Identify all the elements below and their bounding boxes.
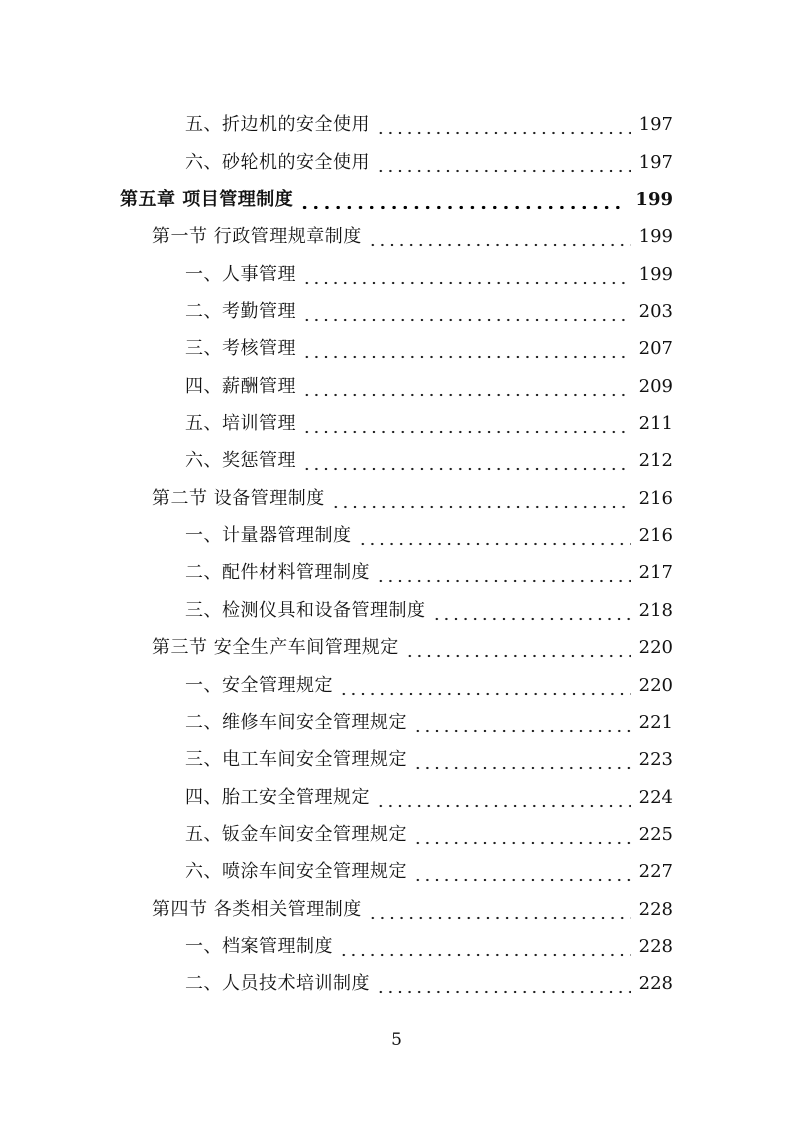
toc-entry-label: 六、喷涂车间安全管理规定 — [185, 861, 407, 883]
toc-item-entry[interactable] — [0, 813, 793, 850]
dot-leader — [339, 671, 631, 701]
dot-leader — [302, 297, 631, 327]
toc-entry-page: 203 — [638, 301, 673, 323]
toc-entry-page: 218 — [638, 599, 673, 621]
toc-entry-label: 第五章 项目管理制度 — [120, 189, 294, 211]
toc-item-entry[interactable] — [0, 364, 793, 401]
toc-entry-label: 六、奖惩管理 — [185, 450, 296, 472]
dot-leader — [302, 260, 631, 290]
toc-item-entry[interactable] — [0, 402, 793, 439]
toc-item-entry[interactable] — [0, 588, 793, 625]
dot-leader — [413, 820, 631, 850]
toc-entry-page: 217 — [638, 562, 673, 584]
toc-entry-page: 224 — [638, 786, 673, 808]
toc-entry-label: 一、安全管理规定 — [185, 674, 333, 696]
toc-item-entry[interactable] — [0, 252, 793, 289]
dot-leader — [376, 148, 631, 178]
toc-entry-label: 六、砂轮机的安全使用 — [185, 151, 370, 173]
dot-leader — [376, 110, 631, 140]
toc-section-entry[interactable] — [0, 626, 793, 663]
dot-leader — [368, 222, 631, 252]
toc-entry-label: 一、人事管理 — [185, 263, 296, 285]
toc-entry-page: 212 — [638, 450, 673, 472]
dot-leader — [302, 334, 631, 364]
toc-entry-page: 228 — [638, 935, 673, 957]
toc-item-entry[interactable] — [0, 850, 793, 887]
toc-entry-page: 227 — [638, 861, 673, 883]
toc-entry-label: 五、钣金车间安全管理规定 — [185, 823, 407, 845]
toc-item-entry[interactable] — [0, 738, 793, 775]
dot-leader — [413, 708, 631, 738]
toc-entry-page: 211 — [638, 413, 673, 435]
toc-entry-label: 五、折边机的安全使用 — [185, 114, 370, 136]
toc-entry-label: 第二节 设备管理制度 — [152, 487, 325, 509]
toc-entry-page: 197 — [638, 114, 673, 136]
toc-entry-label: 第四节 各类相关管理制度 — [152, 898, 362, 920]
dot-leader — [299, 185, 627, 215]
toc-entry-page: 216 — [638, 525, 673, 547]
toc-item-entry[interactable] — [0, 551, 793, 588]
dot-leader — [302, 409, 631, 439]
toc-item-entry[interactable] — [0, 514, 793, 551]
toc-entry-page: 223 — [638, 749, 673, 771]
page-number: 5 — [391, 1030, 402, 1050]
toc-item-entry[interactable] — [0, 701, 793, 738]
toc-entry-label: 三、考核管理 — [185, 338, 296, 360]
toc-entry-page: 225 — [638, 823, 673, 845]
toc-item-entry[interactable] — [0, 439, 793, 476]
toc-entry-page: 228 — [638, 898, 673, 920]
dot-leader — [376, 783, 631, 813]
toc-item-entry[interactable] — [0, 962, 793, 999]
toc-chapter-entry[interactable] — [0, 178, 793, 215]
toc-entry-label: 四、胎工安全管理规定 — [185, 786, 370, 808]
toc-entry-page: 199 — [638, 263, 673, 285]
toc-entry-label: 二、考勤管理 — [185, 301, 296, 323]
dot-leader — [376, 558, 631, 588]
toc-section-entry[interactable] — [0, 215, 793, 252]
toc-entry-label: 二、配件材料管理制度 — [185, 562, 370, 584]
toc-item-entry[interactable] — [0, 925, 793, 962]
dot-leader — [302, 446, 631, 476]
toc-entry-label: 第三节 安全生产车间管理规定 — [152, 637, 399, 659]
toc-section-entry[interactable] — [0, 476, 793, 513]
dot-leader — [405, 633, 631, 663]
table-of-contents — [0, 103, 793, 999]
dot-leader — [413, 857, 631, 887]
toc-entry-label: 二、维修车间安全管理规定 — [185, 711, 407, 733]
toc-entry-label: 三、电工车间安全管理规定 — [185, 749, 407, 771]
toc-entry-page: 199 — [635, 189, 673, 211]
toc-entry-label: 五、培训管理 — [185, 413, 296, 435]
toc-item-entry[interactable] — [0, 775, 793, 812]
dot-leader — [368, 895, 631, 925]
toc-entry-page: 197 — [638, 151, 673, 173]
dot-leader — [331, 484, 631, 514]
dot-leader — [413, 745, 631, 775]
toc-item-entry[interactable] — [0, 290, 793, 327]
dot-leader — [432, 596, 631, 626]
toc-entry-page: 221 — [638, 711, 673, 733]
toc-item-entry[interactable] — [0, 327, 793, 364]
toc-item-entry[interactable] — [0, 663, 793, 700]
toc-entry-page: 216 — [638, 487, 673, 509]
dot-leader — [358, 521, 631, 551]
toc-entry-page: 199 — [638, 226, 673, 248]
toc-entry-page: 207 — [638, 338, 673, 360]
toc-entry-page: 220 — [638, 637, 673, 659]
toc-entry-page: 228 — [638, 973, 673, 995]
toc-entry-page: 220 — [638, 674, 673, 696]
toc-item-entry[interactable] — [0, 103, 793, 140]
toc-item-entry[interactable] — [0, 140, 793, 177]
toc-entry-label: 第一节 行政管理规章制度 — [152, 226, 362, 248]
dot-leader — [302, 372, 631, 402]
toc-entry-label: 二、人员技术培训制度 — [185, 973, 370, 995]
dot-leader — [376, 969, 631, 999]
toc-entry-label: 三、检测仪具和设备管理制度 — [185, 599, 426, 621]
toc-entry-page: 209 — [638, 375, 673, 397]
dot-leader — [339, 932, 631, 962]
toc-entry-label: 一、计量器管理制度 — [185, 525, 352, 547]
toc-entry-label: 四、薪酬管理 — [185, 375, 296, 397]
toc-section-entry[interactable] — [0, 887, 793, 924]
toc-entry-label: 一、档案管理制度 — [185, 935, 333, 957]
